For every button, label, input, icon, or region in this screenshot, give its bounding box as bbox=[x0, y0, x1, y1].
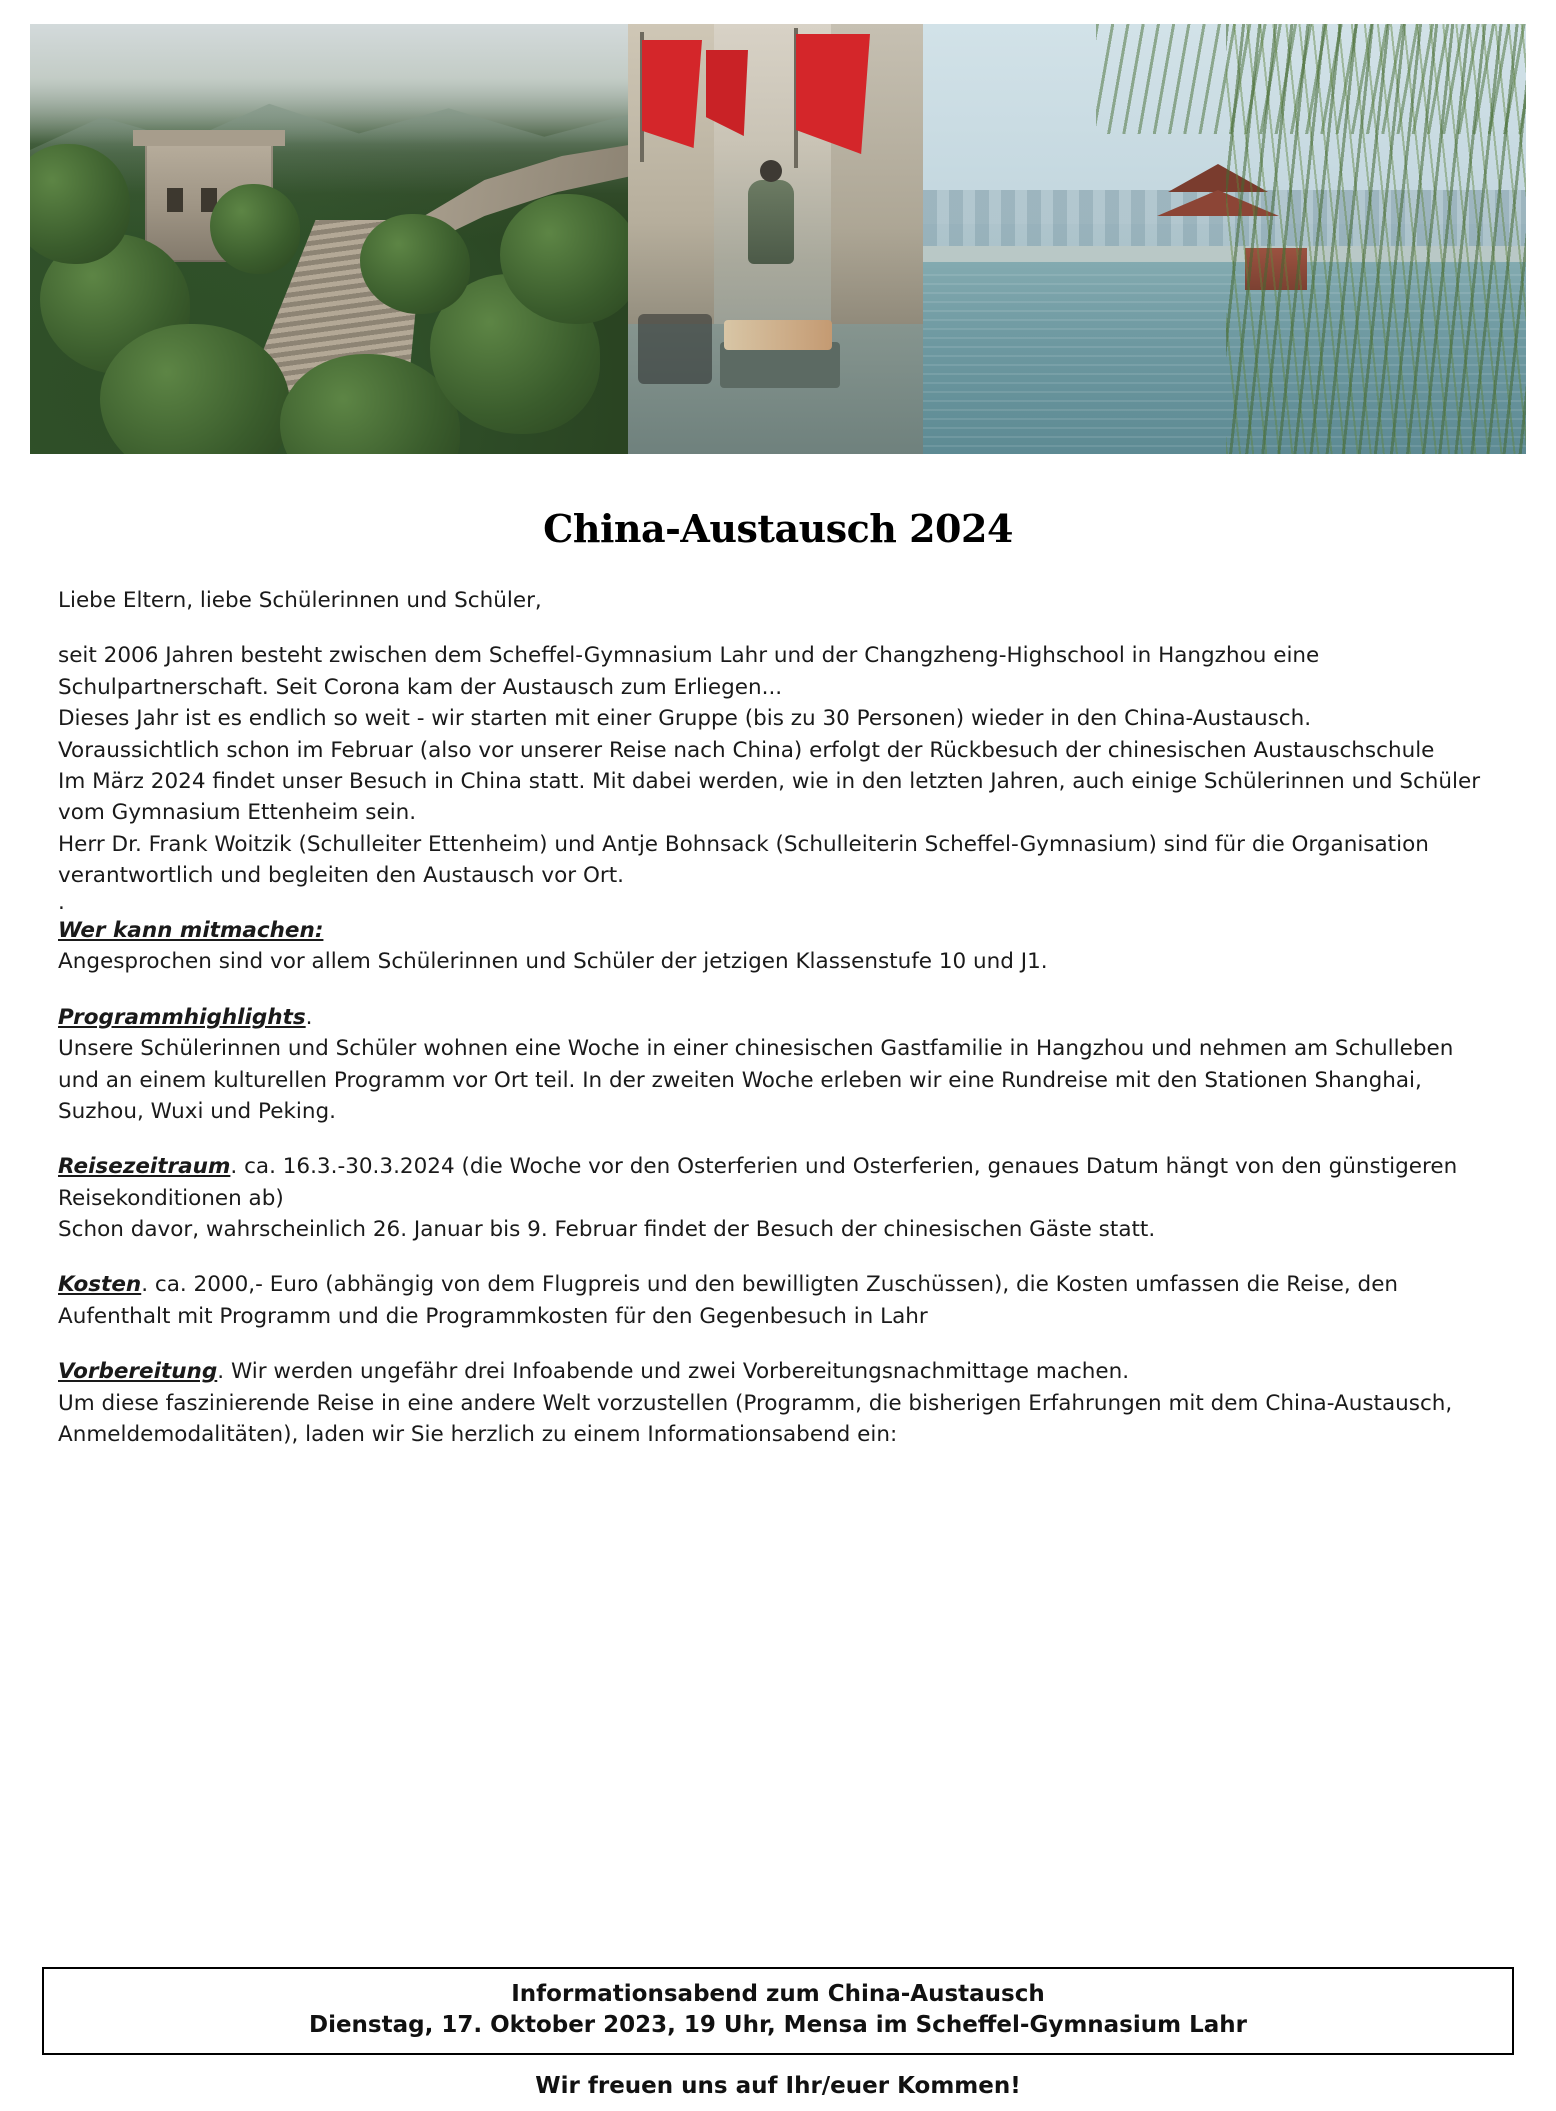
red-flag bbox=[642, 40, 702, 148]
section-body-programmhighlights: Unsere Schülerinnen und Schüler wohnen eine Woche in einer chinesischen Gastfamilie in Hangzhou und nehmen am Schulleben und an einem kulturellen Programm vor Ort teil. In der zweiten Woche erleben wir eine Rundreise mit den Stationen Shanghai, Suzhou, Wuxi und Peking. bbox=[58, 1036, 1454, 1124]
alley-red-flags-photo bbox=[628, 24, 923, 454]
intro-paragraph-3: Voraussichtlich schon im Februar (also vor unserer Reise nach China) erfolgt der Rückbesuch der chinesischen Austauschschule bbox=[58, 737, 1435, 763]
info-evening-details: Dienstag, 17. Oktober 2023, 19 Uhr, Mensa im Scheffel-Gymnasium Lahr bbox=[308, 2011, 1247, 2038]
section-heading-wer-kann-mitmachen: Wer kann mitmachen: bbox=[58, 918, 324, 944]
red-flag bbox=[796, 34, 870, 154]
willow-branches bbox=[1226, 24, 1526, 454]
page-title: China-Austausch 2024 bbox=[543, 506, 1013, 551]
kosten-label: Kosten bbox=[58, 1272, 142, 1298]
great-wall-photo bbox=[30, 24, 628, 454]
reisezeitraum-punct: . bbox=[230, 1154, 238, 1180]
lake-pavilion-photo bbox=[923, 24, 1526, 454]
section-kosten bbox=[58, 1269, 1498, 1332]
kosten-punct: . bbox=[141, 1272, 149, 1298]
closing-line: Wir freuen uns auf Ihr/euer Kommen! bbox=[535, 2073, 1021, 2099]
intro-paragraph-1: seit 2006 Jahren besteht zwischen dem Scheffel-Gymnasium Lahr und der Changzheng-Highschool in Hangzhou eine Schulpartnerschaft. Seit Corona kam der Austausch zum Erliegen... bbox=[58, 643, 1320, 700]
info-evening-title: Informationsabend zum China-Austausch bbox=[511, 1980, 1045, 2007]
cargo-load bbox=[724, 320, 832, 350]
intro-paragraph-5: Herr Dr. Frank Woitzik (Schulleiter Ettenheim) und Antje Bohnsack (Schulleiterin Scheffel-Gymnasium) sind für die Organisation verantwortlich und begleiten den Austausch vor Ort. bbox=[58, 831, 1429, 888]
section-heading-programmhighlights bbox=[58, 1002, 1498, 1033]
vorbereitung-body: Wir werden ungefähr drei Infoabende und zwei Vorbereitungsnachmittage machen. bbox=[224, 1359, 1130, 1385]
reisezeitraum-body: ca. 16.3.-30.3.2024 (die Woche vor den Osterferien und Osterferien, genaues Datum hängt von den günstigeren Reisekonditionen ab) bbox=[58, 1154, 1458, 1211]
salutation: Liebe Eltern, liebe Schülerinnen und Schüler, bbox=[58, 588, 542, 613]
bicycle bbox=[638, 314, 712, 384]
person bbox=[748, 180, 794, 264]
intro-paragraph-2: Dieses Jahr ist es endlich so weit - wir starten mit einer Gruppe (bis zu 30 Personen) wieder in den China-Austausch. bbox=[58, 706, 1312, 732]
intro-paragraph-6: . bbox=[58, 890, 65, 916]
vorbereitung-label: Vorbereitung bbox=[58, 1359, 218, 1385]
flyer-page bbox=[0, 24, 1556, 2111]
section-reisezeitraum bbox=[58, 1151, 1498, 1214]
reisezeitraum-extra: Schon davor, wahrscheinlich 26. Januar bis 9. Februar findet der Besuch der chinesischen Gäste statt. bbox=[58, 1217, 1156, 1243]
kosten-body: ca. 2000,- Euro (abhängig von dem Flugpreis und den bewilligten Zuschüssen), die Kosten umfassen die Reise, den Aufenthalt mit Programm und die Programmkosten für den Gegenbesuch in Lahr bbox=[58, 1272, 1399, 1329]
letter-body bbox=[58, 585, 1498, 1450]
info-evening-box bbox=[42, 1967, 1514, 2055]
programmhighlights-punct: . bbox=[305, 1004, 313, 1030]
photo-banner bbox=[30, 24, 1526, 454]
vorbereitung-extra: Um diese faszinierende Reise in eine andere Welt vorzustellen (Programm, die bisherigen Erfahrungen mit dem China-Austausch, Anmeldemodalitäten), laden wir Sie herzlich zu einem Informationsabend ein: bbox=[58, 1390, 1453, 1447]
programmhighlights-label: Programmhighlights bbox=[58, 1004, 306, 1030]
intro-paragraph-4: Im März 2024 findet unser Besuch in China statt. Mit dabei werden, wie in den letzten Jahren, auch einige Schülerinnen und Schüler vom Gymnasium Ettenheim sein. bbox=[58, 768, 1481, 826]
reisezeitraum-label: Reisezeitraum bbox=[58, 1154, 231, 1180]
vorbereitung-punct: . bbox=[217, 1359, 225, 1385]
section-vorbereitung bbox=[58, 1356, 1498, 1387]
section-body-wer-kann-mitmachen: Angesprochen sind vor allem Schülerinnen und Schüler der jetzigen Klassenstufe 10 und J1. bbox=[58, 949, 1048, 975]
